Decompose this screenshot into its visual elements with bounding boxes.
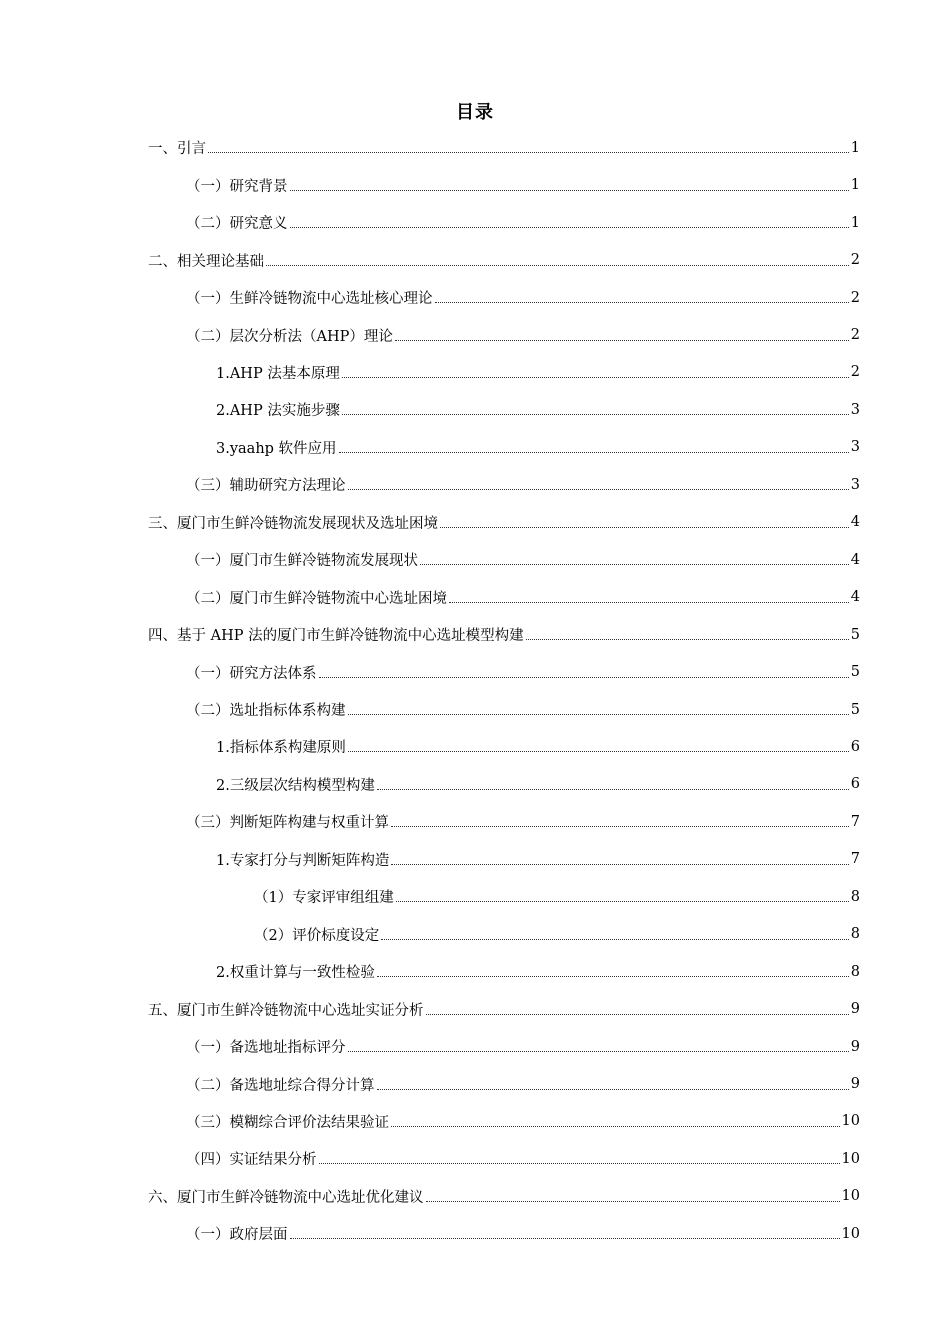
toc-entry[interactable] [148, 129, 860, 167]
toc-entry[interactable] [186, 166, 860, 204]
toc-entry-label: 1.专家打分与判断矩阵构造 [216, 852, 390, 869]
toc-entry-label: （二）备选地址综合得分计算 [186, 1077, 375, 1094]
toc-entry-page: 4 [850, 514, 860, 531]
toc-entry-label: 2.权重计算与一致性检验 [216, 965, 375, 982]
toc-title: 目录 [456, 102, 494, 123]
toc-entry-label: （1）专家评审组组建 [254, 890, 394, 907]
toc-entry-page: 6 [850, 738, 860, 755]
toc-entry-label: （三）模糊综合评价法结果验证 [186, 1114, 389, 1131]
toc-entry-page: 5 [850, 626, 860, 643]
dot-leader [377, 1089, 849, 1090]
toc-entry[interactable] [186, 1065, 860, 1103]
dot-leader [420, 564, 849, 565]
toc-entry[interactable] [254, 915, 860, 953]
toc-entry[interactable] [186, 691, 860, 729]
dot-leader [348, 489, 849, 490]
dot-leader [377, 789, 849, 790]
toc-entry-page: 9 [850, 1038, 860, 1055]
dot-leader [208, 152, 849, 153]
toc-entry-label: 3.yaahp 软件应用 [216, 440, 337, 457]
toc-entry-page: 8 [850, 963, 860, 980]
toc-entry-label: （一）厦门市生鲜冷链物流发展现状 [186, 553, 418, 570]
toc-entry[interactable] [186, 1028, 860, 1066]
toc-entry-page: 1 [850, 214, 860, 231]
toc-entry[interactable] [186, 466, 860, 504]
toc-entry-page: 7 [850, 813, 860, 830]
toc-entry-page: 7 [850, 851, 860, 868]
toc-entry-page: 10 [841, 1188, 860, 1205]
toc-entry-page: 10 [841, 1225, 860, 1242]
dot-leader [391, 1126, 840, 1127]
toc-entry-page: 5 [850, 664, 860, 681]
toc-entry[interactable] [216, 953, 860, 991]
dot-leader [377, 976, 849, 977]
toc-entry[interactable] [186, 578, 860, 616]
toc-entry-label: 一、引言 [148, 141, 206, 158]
toc-entry-label: （一）研究背景 [186, 178, 288, 195]
toc-entry-page: 9 [850, 1076, 860, 1092]
dot-leader [426, 1014, 849, 1015]
toc-entry-label: （一）备选地址指标评分 [186, 1040, 346, 1057]
dot-leader [290, 227, 849, 228]
toc-entry-label: （一）政府层面 [186, 1227, 288, 1244]
toc-entry-label: （2）评价标度设定 [254, 927, 380, 944]
toc-entry-label: 2.三级层次结构模型构建 [216, 777, 375, 794]
toc-entry-label: （二）研究意义 [186, 216, 288, 233]
toc-entry[interactable] [216, 429, 860, 467]
toc-entry-page: 8 [850, 888, 860, 905]
toc-entry[interactable] [186, 803, 860, 841]
toc-entry[interactable] [148, 504, 860, 542]
toc-entry[interactable] [186, 1215, 860, 1253]
toc-entry-page: 6 [850, 776, 860, 793]
toc-entry-page: 2 [850, 252, 860, 269]
toc-entry-label: （二）厦门市生鲜冷链物流中心选址困境 [186, 590, 447, 607]
toc-entry[interactable] [216, 841, 860, 879]
toc-entry-label: （二）层次分析法（AHP）理论 [186, 328, 393, 345]
toc-entry-page: 8 [850, 926, 860, 943]
toc-entry-label: （三）辅助研究方法理论 [186, 478, 346, 495]
dot-leader [290, 190, 849, 191]
toc-entry-page: 5 [850, 701, 860, 718]
toc-entry-label: （二）选址指标体系构建 [186, 703, 346, 719]
toc-entry-label: （一）生鲜冷链物流中心选址核心理论 [186, 291, 433, 308]
dot-leader [342, 414, 849, 415]
toc-entry-label: （四）实证结果分析 [186, 1152, 317, 1169]
dot-leader [319, 1163, 840, 1164]
toc-entry[interactable] [148, 616, 860, 654]
toc-entry[interactable] [148, 241, 860, 279]
toc-entry[interactable] [186, 279, 860, 317]
toc-entry-page: 4 [850, 589, 860, 606]
toc-entry-page: 10 [841, 1113, 860, 1130]
toc-entry-page: 1 [850, 139, 860, 156]
toc-entry[interactable] [148, 1178, 860, 1216]
dot-leader [526, 639, 849, 640]
toc-entry[interactable] [148, 990, 860, 1028]
toc-entry[interactable] [186, 1140, 860, 1178]
toc-entry-label: 三、厦门市生鲜冷链物流发展现状及选址困境 [148, 515, 438, 532]
toc-entry-label: 2.AHP 法实施步骤 [216, 403, 340, 420]
toc-entry-label: 二、相关理论基础 [148, 253, 264, 270]
dot-leader [319, 677, 849, 678]
dot-leader [391, 826, 849, 827]
dot-leader [290, 1238, 840, 1239]
toc-entry[interactable] [186, 653, 860, 691]
dot-leader [391, 864, 848, 865]
toc-entry-label: 1.AHP 法基本原理 [216, 365, 340, 382]
toc-entry[interactable] [216, 728, 860, 766]
dot-leader [348, 751, 849, 752]
dot-leader [396, 901, 849, 902]
toc-entry[interactable] [216, 391, 860, 429]
toc-entry-label: 四、基于 AHP 法的厦门市生鲜冷链物流中心选址模型构建 [148, 628, 524, 645]
toc-entry[interactable] [186, 541, 860, 579]
toc-entry[interactable] [216, 354, 860, 392]
toc-entry[interactable] [186, 316, 860, 354]
dot-leader [395, 340, 849, 341]
dot-leader [426, 1201, 840, 1202]
toc-entry-label: 六、厦门市生鲜冷链物流中心选址优化建议 [148, 1189, 424, 1206]
toc-entry-label: 1.指标体系构建原则 [216, 740, 346, 757]
toc-entry-page: 4 [850, 551, 860, 568]
toc-entry-page: 3 [850, 439, 860, 456]
toc-entry-page: 10 [841, 1150, 860, 1167]
toc-entry-label: （一）研究方法体系 [186, 665, 317, 682]
toc-entry-page: 2 [850, 327, 860, 343]
dot-leader [342, 377, 849, 378]
toc-entry-label: （三）判断矩阵构建与权重计算 [186, 815, 389, 832]
toc-entry-page: 1 [850, 177, 860, 194]
dot-leader [348, 1051, 849, 1052]
toc-entry-page: 3 [850, 401, 860, 418]
toc-entry[interactable] [186, 1103, 860, 1141]
dot-leader [440, 527, 849, 528]
toc-entry-page: 2 [850, 364, 860, 381]
toc-entry-page: 3 [850, 476, 860, 493]
toc-entry[interactable] [254, 878, 860, 916]
dot-leader [266, 265, 849, 266]
toc-entry[interactable] [216, 766, 860, 804]
dot-leader [435, 302, 849, 303]
dot-leader [339, 452, 849, 453]
toc-entry-page: 2 [850, 289, 860, 306]
dot-leader [381, 939, 849, 940]
toc-entry[interactable] [186, 204, 860, 242]
dot-leader [449, 602, 849, 603]
dot-leader [348, 714, 849, 715]
toc-entry-label: 五、厦门市生鲜冷链物流中心选址实证分析 [148, 1002, 424, 1019]
toc-entry-page: 9 [850, 1001, 860, 1018]
